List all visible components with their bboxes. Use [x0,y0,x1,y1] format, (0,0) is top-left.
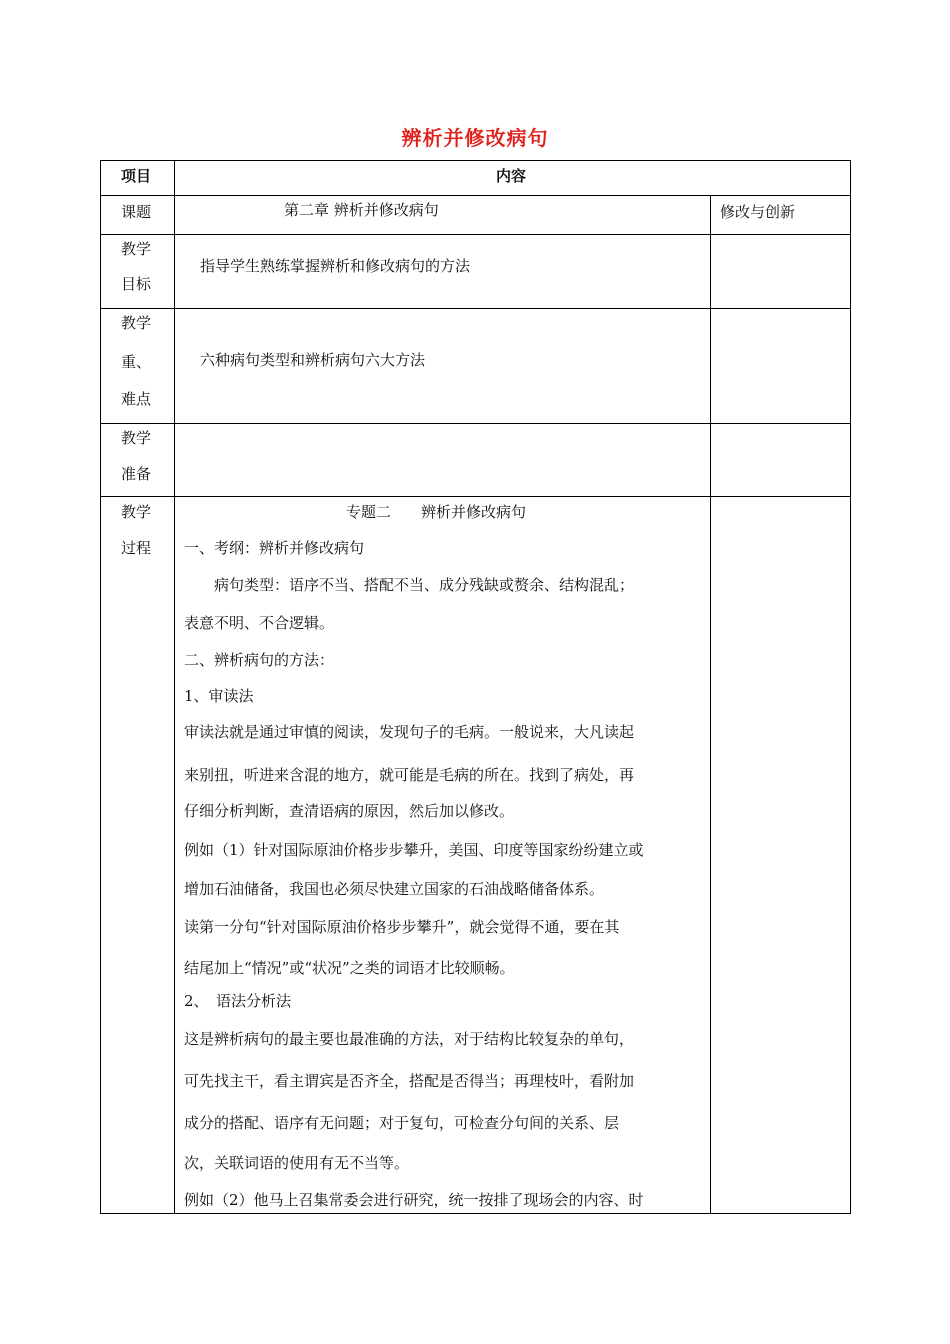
header-item: 项目 [121,167,152,185]
row-divider [100,496,851,497]
row-label-goal-2: 目标 [121,275,152,293]
process-line: 审读法就是通过审慎的阅读，发现句子的毛病。一般说来，大凡读起 [184,723,635,741]
table-border-left [100,160,101,1214]
process-line: 可先找主干，看主谓宾是否齐全，搭配是否得当；再理枝叶，看附加 [184,1072,635,1090]
row-divider [100,423,851,424]
process-line: 成分的搭配、语序有无问题；对于复句，可检查分句间的关系、层 [184,1114,620,1132]
process-line: 表意不明、不合逻辑。 [184,614,335,632]
row-label-process-1: 教学 [121,503,152,521]
row-label-goal-1: 教学 [121,240,152,258]
process-line: 结尾加上“情况”或“状况”之类的词语才比较顺畅。 [184,959,515,977]
table-border-bottom [100,1213,851,1214]
process-line: 来别扭，听进来含混的地方，就可能是毛病的所在。找到了病处，再 [184,766,635,784]
process-line: 病句类型：语序不当、搭配不当、成分残缺或赘余、结构混乱； [184,576,635,594]
process-line: 增加石油储备，我国也必须尽快建立国家的石油战略储备体系。 [184,880,605,898]
document-title: 辨析并修改病句 [401,126,549,150]
revision-column-label: 修改与创新 [720,203,796,221]
row-label-topic: 课题 [121,203,152,221]
goal-content: 指导学生熟练掌握辨析和修改病句的方法 [200,257,471,275]
row-label-prep-1: 教学 [121,429,152,447]
column-divider-2 [710,196,711,1214]
table-border-top [100,160,851,161]
process-line: 这是辨析病句的最主要也最准确的方法，对于结构比较复杂的单句， [184,1030,635,1048]
topic-content: 第二章 辨析并修改病句 [284,201,439,219]
process-line: 仔细分析判断，查清语病的原因，然后加以修改。 [184,802,515,820]
row-label-key-2: 重、 [121,353,152,371]
header-content: 内容 [496,167,527,185]
process-line: 读第一分句“针对国际原油价格步步攀升”，就会觉得不通，要在其 [184,918,620,936]
row-label-process-2: 过程 [121,539,152,557]
process-line: 例如（2）他马上召集常委会进行研究，统一按排了现场会的内容、时 [184,1191,644,1209]
row-divider [100,195,851,196]
row-label-key-1: 教学 [121,314,152,332]
process-line: 例如（1）针对国际原油价格步步攀升，美国、印度等国家纷纷建立或 [184,841,644,859]
process-line: 2、 语法分析法 [184,992,292,1010]
process-heading: 专题二 辨析并修改病句 [346,503,527,521]
row-label-prep-2: 准备 [121,465,152,483]
process-line: 一、考纲：辨析并修改病句 [184,539,365,557]
key-content: 六种病句类型和辨析病句六大方法 [200,351,426,369]
process-line: 1、审读法 [184,687,254,705]
column-divider-1 [174,160,175,1214]
row-divider [100,308,851,309]
process-line: 二、辨析病句的方法： [184,651,335,669]
table-border-right [850,160,851,1214]
row-label-key-3: 难点 [121,390,152,408]
row-divider [100,234,851,235]
process-line: 次，关联词语的使用有无不当等。 [184,1154,410,1172]
